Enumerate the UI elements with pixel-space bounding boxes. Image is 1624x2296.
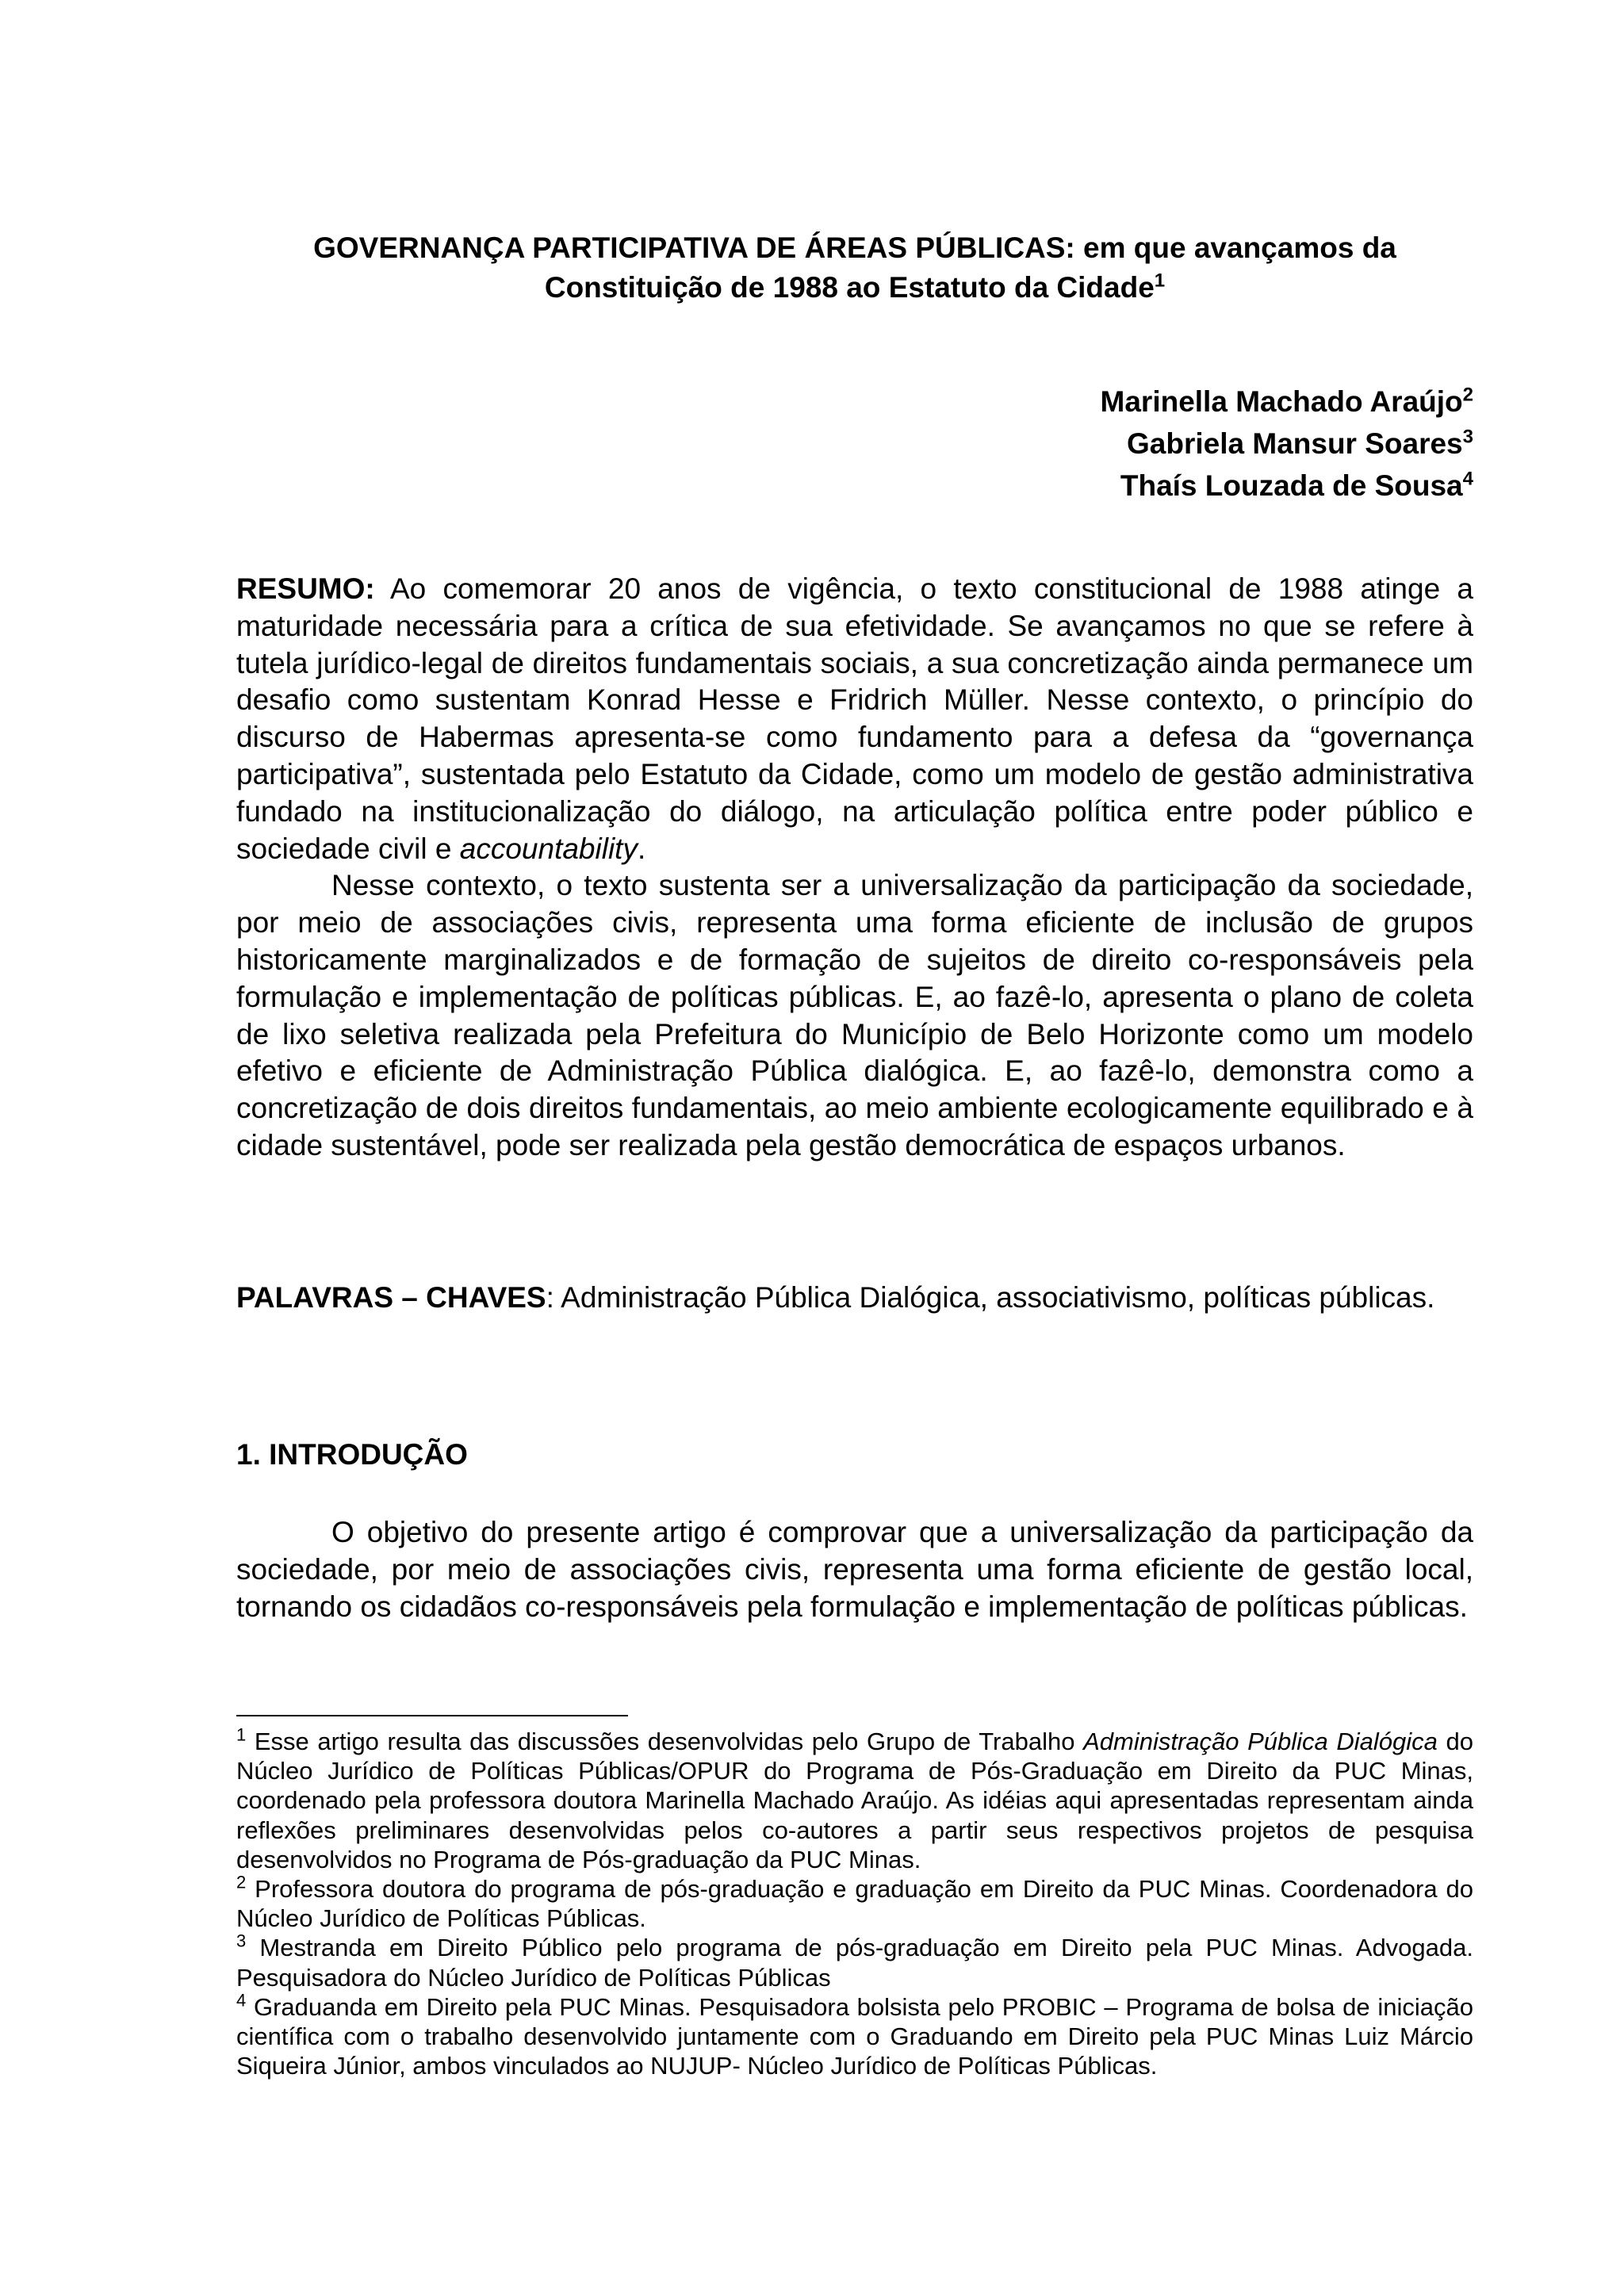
footnote-mark: 2 bbox=[236, 1872, 247, 1892]
footnote bbox=[236, 1724, 1473, 1874]
abstract-label: RESUMO: bbox=[236, 572, 375, 605]
abstract-paragraph bbox=[236, 571, 1473, 867]
author-footnote-ref[interactable]: 2 bbox=[1462, 384, 1473, 406]
section-heading: 1. INTRODUÇÃO bbox=[236, 1438, 468, 1471]
author-list bbox=[793, 381, 1473, 507]
author bbox=[793, 423, 1473, 465]
author-footnote-ref[interactable]: 4 bbox=[1462, 468, 1473, 490]
abstract-text: Ao comemorar 20 anos de vigência, o texto constitucional de 1988 atinge a maturidade necessária para a crítica de sua efetividade. Se avançamos no que se refere à tutela jurídico-legal de direitos fundamentais sociais, a sua concretização ainda permanece um desafio como sustentam Konrad Hesse e Fridrich Müller. Nesse contexto, o princípio do discurso de Habermas apresenta-se como fundamento para a defesa da “governança participativa”, sustentada pelo Estatuto da Cidade, como um modelo de gestão administrativa fundado na institucionalização do diálogo, na articulação política entre poder público e sociedade civil e bbox=[236, 572, 1473, 865]
author bbox=[793, 381, 1473, 423]
footnote-mark: 4 bbox=[236, 1990, 247, 2011]
author bbox=[793, 465, 1473, 507]
footnote-mark: 1 bbox=[236, 1724, 247, 1745]
abstract-paragraph-2: Nesse contexto, o texto sustenta ser a universalização da participação da sociedade, por meio de associações civis, representa uma forma eficiente de inclusão de grupos historicamente marginalizados e de formação de sujeitos de direito co-responsáveis pela formulação e implementação de políticas públicas. E, ao fazê-lo, apresenta o plano de coleta de lixo seletiva realizada pela Prefeitura do Município de Belo Horizonte como um modelo efetivo e eficiente de Administração Pública dialógica. E, ao fazê-lo, demonstra como a concretização de dois direitos fundamentais, ao meio ambiente ecologicamente equilibrado e à cidade sustentável, pode ser realizada pela gestão democrática de espaços urbanos. bbox=[236, 869, 1473, 1161]
introduction-section bbox=[236, 1514, 1473, 1625]
author-name: Thaís Louzada de Sousa bbox=[1120, 469, 1463, 502]
footnote-text: Graduanda em Direito pela PUC Minas. Pesquisadora bolsista pelo PROBIC – Programa de bolsa de iniciação científica com o trabalho desenvolvido juntamente com o Graduando em Direito pela PUC Minas Luiz Márcio Siqueira Júnior, ambos vinculados ao NUJUP- Núcleo Jurídico de Políticas Públicas. bbox=[236, 1992, 1473, 2080]
abstract-italic-term: accountability bbox=[459, 832, 638, 865]
footnote-text: Professora doutora do programa de pós-graduação e graduação em Direito da PUC Minas. Coordenadora do Núcleo Jurídico de Políticas Públicas. bbox=[236, 1875, 1473, 1933]
abstract-section bbox=[236, 571, 1473, 1165]
title-line-1: GOVERNANÇA PARTICIPATIVA DE ÁREAS PÚBLICAS: em que avançamos da bbox=[313, 232, 1396, 264]
author-name: Gabriela Mansur Soares bbox=[1127, 427, 1463, 460]
footnote-text: Mestranda em Direito Público pelo programa de pós-graduação em Direito pela PUC Minas. Advogada. Pesquisadora do Núcleo Jurídico de Políticas Públicas bbox=[236, 1934, 1473, 1992]
footnote-text: do Núcleo Jurídico de Políticas Públicas/OPUR do Programa de Pós-Graduação em Direito da PUC Minas, coordenado pela professora doutora Marinella Machado Araújo. As idéias aqui apresentadas representam ainda reflexões preliminares desenvolvidas pelos co-autores a partir seus respectivos projetos de pesquisa desenvolvidos no Programa de Pós-graduação da PUC Minas. bbox=[236, 1728, 1473, 1873]
title-footnote-ref[interactable]: 1 bbox=[1154, 270, 1166, 292]
keywords-text: : Administração Pública Dialógica, associativismo, políticas públicas. bbox=[546, 1281, 1435, 1314]
keywords-paragraph bbox=[236, 1280, 1473, 1317]
footnote-text: Esse artigo resulta das discussões desenvolvidas pelo Grupo de Trabalho bbox=[246, 1728, 1084, 1755]
author-footnote-ref[interactable]: 3 bbox=[1462, 426, 1473, 448]
abstract-text-end: . bbox=[637, 832, 646, 865]
paper-title bbox=[236, 228, 1473, 308]
footnote-italic: Administração Pública Dialógica bbox=[1083, 1728, 1438, 1755]
keywords-section bbox=[236, 1280, 1473, 1317]
footnote bbox=[236, 1992, 1473, 2081]
keywords-label: PALAVRAS – CHAVES bbox=[236, 1281, 546, 1314]
footnotes bbox=[236, 1724, 1473, 2080]
footnote-mark: 3 bbox=[236, 1931, 247, 1952]
title-line-2 bbox=[236, 268, 1473, 308]
introduction-paragraph: O objetivo do presente artigo é comprovar que a universalização da participação da sociedade, por meio de associações civis, representa uma forma eficiente de gestão local, tornando os cidadãos co-responsáveis pela formulação e implementação de políticas públicas. bbox=[236, 1516, 1473, 1623]
footnote bbox=[236, 1874, 1473, 1933]
title-line-2-text: Constituição de 1988 ao Estatuto da Cidade bbox=[544, 271, 1155, 304]
footnote bbox=[236, 1933, 1473, 1992]
author-name: Marinella Machado Araújo bbox=[1100, 385, 1463, 418]
footnote-separator bbox=[236, 1715, 628, 1716]
